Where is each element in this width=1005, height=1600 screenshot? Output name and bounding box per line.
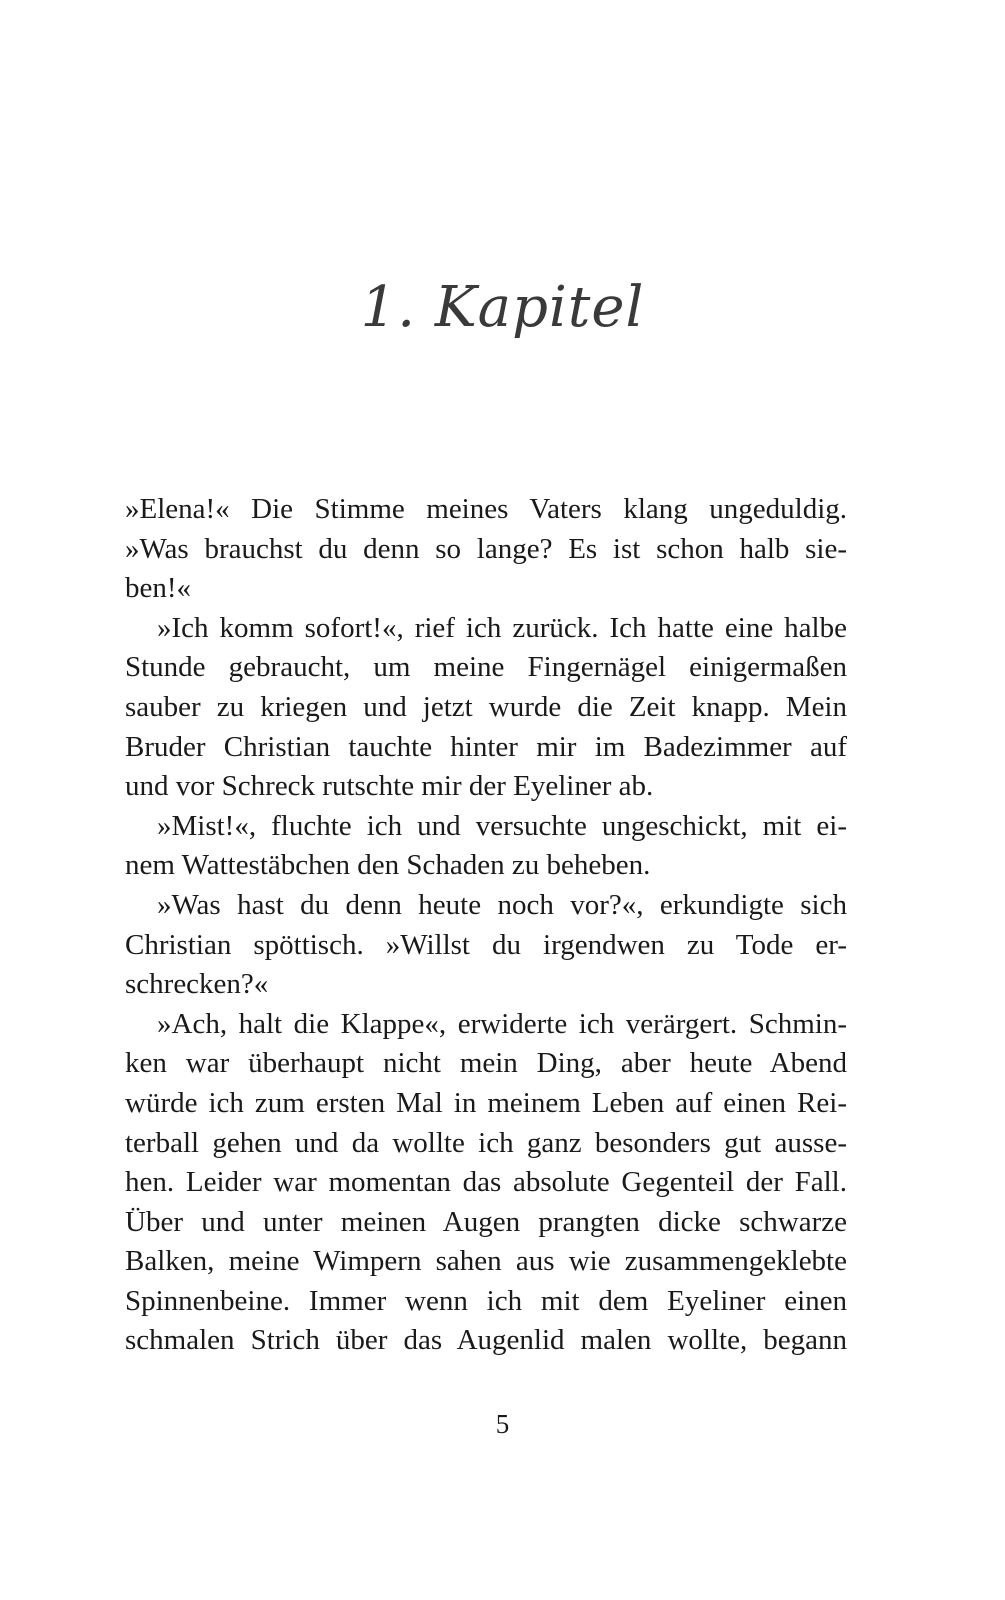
text-line: schmalen Strich über das Augenlid malen wollte, begann bbox=[125, 1324, 847, 1357]
text-line: Über und unter meinen Augen prangten dicke schwarze bbox=[125, 1205, 847, 1238]
text-line: »Was brauchst du denn so lange? Es ist schon halb sie- bbox=[125, 532, 847, 565]
text-line: ben!« bbox=[125, 572, 192, 605]
text-line: würde ich zum ersten Mal in meinem Leben auf einen Rei- bbox=[125, 1086, 847, 1119]
text-line: »Ach, halt die Klappe«, erwiderte ich verärgert. Schmin- bbox=[157, 1007, 847, 1040]
text-line: ken war überhaupt nicht mein Ding, aber heute Abend bbox=[125, 1047, 847, 1080]
text-line: Balken, meine Wimpern sahen aus wie zusammengeklebte bbox=[125, 1245, 847, 1278]
text-line: Christian spöttisch. »Willst du irgendwen zu Tode er- bbox=[125, 928, 847, 961]
text-line: und vor Schreck rutschte mir der Eyeliner ab. bbox=[125, 770, 654, 803]
text-line: »Elena!« Die Stimme meines Vaters klang ungeduldig. bbox=[125, 493, 847, 525]
text-line: Spinnenbeine. Immer wenn ich mit dem Eyeliner einen bbox=[125, 1284, 847, 1317]
text-line: hen. Leider war momentan das absolute Gegenteil der Fall. bbox=[125, 1166, 847, 1199]
text-line: »Was hast du denn heute noch vor?«, erkundigte sich bbox=[157, 888, 847, 921]
text-line: terball gehen und da wollte ich ganz besonders gut ausse- bbox=[125, 1126, 847, 1159]
page-number: 5 bbox=[495, 1409, 510, 1439]
text-line: »Ich komm sofort!«, rief ich zurück. Ich hatte eine halbe bbox=[157, 611, 847, 644]
text-line: sauber zu kriegen und jetzt wurde die Zeit knapp. Mein bbox=[125, 690, 847, 723]
text-line: Bruder Christian tauchte hinter mir im Badezimmer auf bbox=[125, 730, 847, 763]
text-line: »Mist!«, fluchte ich und versuchte ungeschickt, mit ei- bbox=[157, 809, 847, 842]
chapter-title: 1. Kapitel bbox=[360, 275, 645, 340]
text-line: nem Wattestäbchen den Schaden zu beheben. bbox=[125, 849, 651, 882]
text-line: schrecken?« bbox=[125, 968, 269, 1001]
body-text bbox=[125, 490, 847, 1361]
text-line: Stunde gebraucht, um meine Fingernägel einigermaßen bbox=[125, 651, 847, 684]
